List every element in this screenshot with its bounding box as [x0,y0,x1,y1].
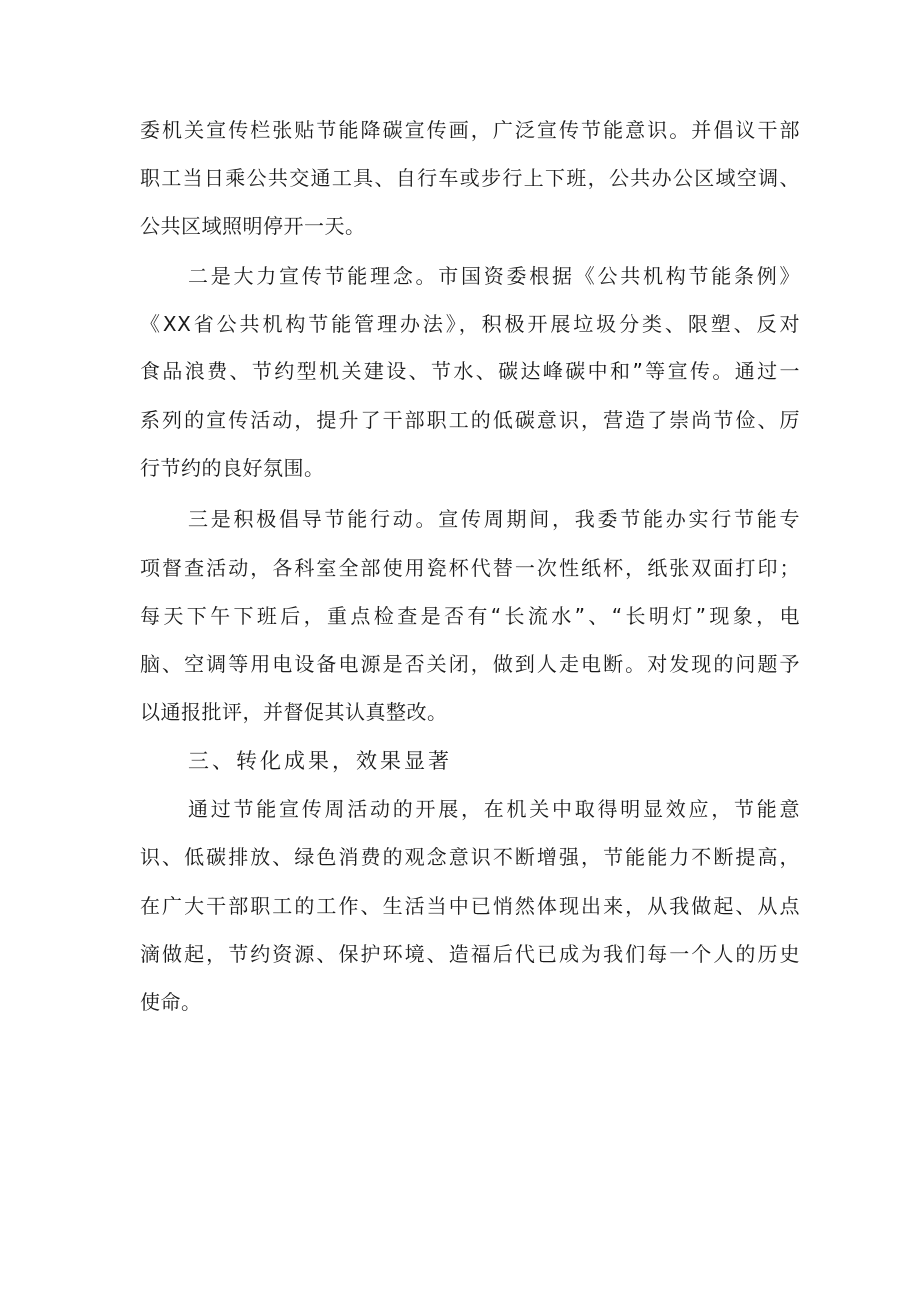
section-heading: 三、转化成果，效果显著 [188,749,452,773]
paragraph-line: 识、低碳排放、绿色消费的观念意识不断增强，节能能力不断提高， [140,845,800,869]
paragraph-line: 职工当日乘公共交通工具、自行车或步行上下班，公共办公区域空调、 [140,166,800,190]
paragraph-line: 在广大干部职工的工作、生活当中已悄然体现出来，从我做起、从点 [140,894,800,918]
paragraph-line: 通过节能宣传周活动的开展，在机关中取得明显效应，节能意 [188,797,800,821]
paragraph-line: 食品浪费、节约型机关建设、节水、碳达峰碳中和”等宣传。通过一 [140,359,800,383]
paragraph-line: 以通报批评，并督促其认真整改。 [140,700,448,724]
paragraph-line: 二是大力宣传节能理念。市国资委根据《公共机构节能条例》 [188,264,800,288]
paragraph-line: 委机关宣传栏张贴节能降碳宣传画，广泛宣传节能意识。并倡议干部 [140,118,800,142]
paragraph-line: 系列的宣传活动，提升了干部职工的低碳意识，营造了崇尚节俭、厉 [140,408,800,432]
paragraph-line: 行节约的良好氛围。 [140,456,325,480]
paragraph-line: 《XX省公共机构节能管理办法》，积极开展垃圾分类、限塑、反对 [140,312,800,336]
paragraph-line: 项督查活动，各科室全部使用瓷杯代替一次性纸杯，纸张双面打印； [140,556,800,580]
paragraph-line: 公共区域照明停开一天。 [140,214,366,238]
paragraph-line: 脑、空调等用电设备电源是否关闭，做到人走电断。对发现的问题予 [140,652,800,676]
paragraph-line: 三是积极倡导节能行动。宣传周期间，我委节能办实行节能专 [188,507,800,531]
paragraph-line: 每天下午下班后，重点检查是否有“长流水”、“长明灯”现象，电 [140,604,800,628]
paragraph-line: 使命。 [140,990,202,1014]
paragraph-line: 滴做起，节约资源、保护环境、造福后代已成为我们每一个人的历史 [140,942,800,966]
